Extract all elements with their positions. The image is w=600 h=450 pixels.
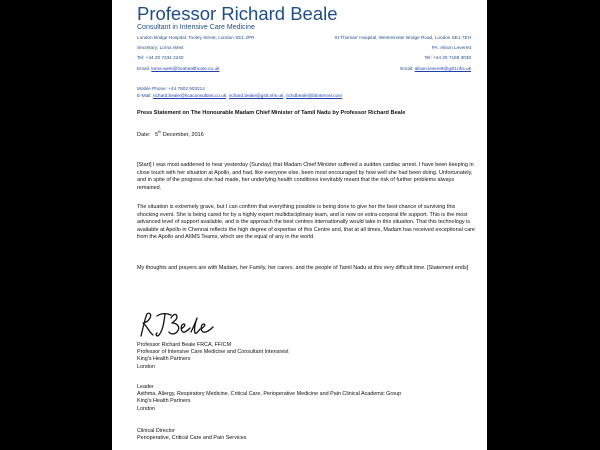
right-pa: PA: Alison Leverett: [431, 45, 471, 50]
statement-heading: Press Statement on The Honourable Madam Chief Minister of Tamil Nadu by Professor Richard Beale: [137, 110, 406, 116]
right-email-link[interactable]: alison.leverett@gstt.nhs.uk: [414, 66, 471, 71]
signoff-block-3: [137, 428, 246, 442]
email-link-3[interactable]: richdbeale@btinternet.com: [285, 93, 343, 98]
signoff-line: Clinical Director: [137, 428, 175, 434]
left-address: London Bridge Hospital, Tooley Street, London SE1 2PR: [137, 35, 255, 40]
signoff-line: King's Health Partners: [137, 356, 191, 363]
left-email-link[interactable]: lorna.west@hcahealthcare.co.uk: [151, 66, 220, 71]
email-separator: ;: [226, 93, 228, 98]
statement-date: [137, 130, 204, 138]
right-email-line: [400, 66, 471, 72]
signoff-line: London: [137, 363, 155, 370]
emails-line: [137, 93, 342, 99]
left-tel: Tel: +44 20 7234 2240: [137, 55, 184, 60]
signoff-line: Leader: [137, 384, 154, 390]
right-email-label: Email:: [400, 66, 414, 71]
right-tel: Tel: +44 20 7188 3038: [424, 55, 471, 60]
signoff-line: Perioperative, Critical Care and Pain Services: [137, 435, 247, 442]
signoff-line: Professor of Intensive Care Medicine and Consultant Intensivist: [137, 349, 289, 356]
letterhead-name: Professor Richard Beale: [137, 3, 338, 24]
date-day: 5: [155, 131, 159, 138]
signoff-line: Professor Richard Beale FRCA, FFICM: [137, 342, 232, 348]
left-email-label: Email:: [137, 66, 151, 71]
left-secretary: Secretary: Lorna West: [137, 45, 184, 50]
emails-label: E-Mail:: [137, 93, 152, 98]
letterhead-title: Consultant in Intensive Care Medicine: [137, 24, 255, 31]
statement-paragraph-1: [Start] I was most saddened to hear yesterday (Sunday) that Madam Chief Minister suffered a sudden cardiac arrest. I have been keeping in close touch with her situation at Apollo, and had, like everyone else, been most encouraged by how well she had been doing. Unfortunately, and in spite of the progress she had made, her underlying health conditions inevitably meant that the risk of further problems always remained.: [137, 162, 474, 191]
signoff-line: Asthma, Allergy, Respiratory Medicine, Critical Care, Perioperative Medicine and Pain Clinical Academic Group: [137, 391, 402, 398]
date-rest: December, 2016: [162, 131, 204, 138]
email-link-1[interactable]: richard.beale@hcaconsultant.co.uk: [152, 93, 227, 98]
statement-paragraph-2: The situation is extremely grave, but I can confirm that everything possible is being done to give her the best chance of surviving this shocking event. She is being cared for by a highly expert multidisciplinary team, and is now on extra-corporal life support. This is the most advanced level of support available, and is the approach the best centres internationally would take in this situation. That this technology is available at Apollo in Chennai reflects the high degree of expertise of this Centre and, that at all times, Madam has received exceptional care from the Apollo and AIIMS Teams, which are the equal of any in the world.: [137, 204, 475, 241]
date-label: Date:: [137, 131, 151, 138]
left-email-line: [137, 66, 219, 72]
letter-page: [112, 0, 487, 450]
email-link-2[interactable]: richard.beale@gstt.nhs.uk: [228, 93, 284, 98]
mobile-phone: Mobile Phone: +44 7802 903214: [137, 86, 205, 91]
right-address: St Thomas' Hospital, Westminster Bridge Road, London SE1 7EH: [334, 35, 471, 40]
statement-paragraph-3: My thoughts and prayers are with Madam, her Family, her carers, and the people of Tamil Nadu at this very difficult time. [Statement ends]: [137, 265, 469, 271]
date-suffix: th: [158, 130, 162, 134]
signoff-block-1: [137, 342, 289, 371]
email-separator: ;: [283, 93, 285, 98]
signoff-line: King's Health Partners: [137, 398, 191, 405]
signoff-line: London: [137, 405, 155, 412]
handwritten-signature: [137, 310, 247, 340]
signoff-block-2: [137, 384, 401, 413]
